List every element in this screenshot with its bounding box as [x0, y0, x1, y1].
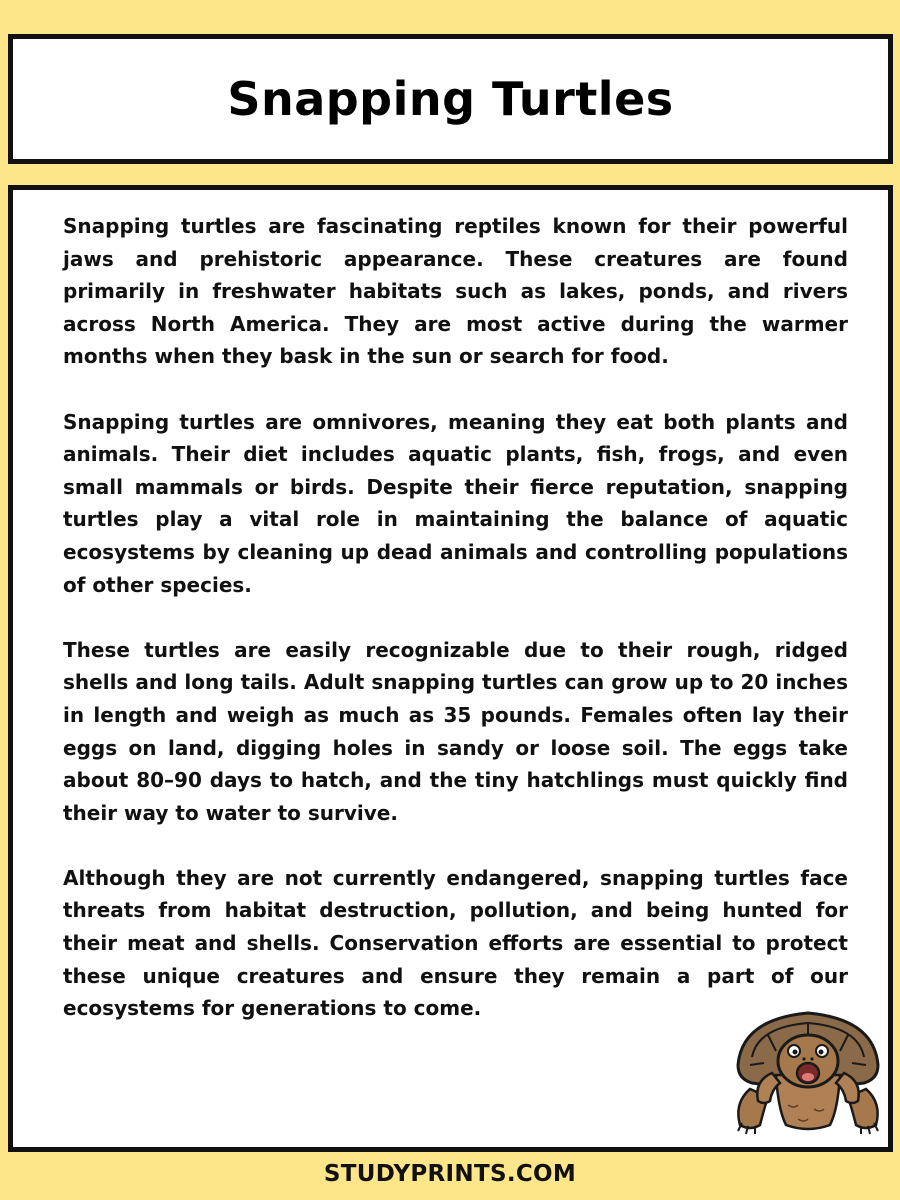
footer-website: STUDYPRINTS.COM [323, 1161, 577, 1187]
paragraph-habitat: Snapping turtles are fascinating reptiles known for their powerful jaws and prehistoric appearance. These creatures are found primarily in freshwater habitats such as lakes, ponds, and rivers across North America. They are most active during the warmer months when they bask in the sun or search for food. [63, 214, 848, 369]
paragraph-diet: Snapping turtles are omnivores, meaning they eat both plants and animals. Their diet includes aquatic plants, fish, frogs, and even small mammals or birds. Despite their fierce reputation, snapping turtles play a vital role in maintaining the balance of aquatic ecosystems by cleaning up dead animals and controlling populations of other species. [63, 409, 848, 597]
content-panel [8, 185, 893, 1152]
page-title: Snapping Turtles [227, 72, 674, 126]
paragraph-conservation: Although they are not currently endangered, snapping turtles face threats from habitat destruction, pollution, and being hunted for their meat and shells. Conservation efforts are essential to protect these unique creatures and ensure they remain a part of our ecosystems for generations to come. [63, 865, 848, 1021]
title-banner [8, 34, 893, 164]
paragraph-appearance: These turtles are easily recognizable due to their rough, ridged shells and long tails. Adult snapping turtles can grow up to 20 inches in length and weigh as much as 35 pounds. Females often lay their eggs on land, digging holes in sandy or loose soil. The eggs take about 80–90 days to hatch, and the tiny hatchlings must quickly find their way to water to survive. [63, 637, 848, 825]
snapping-turtle-illustration [728, 1005, 888, 1135]
article-body [63, 210, 848, 1057]
